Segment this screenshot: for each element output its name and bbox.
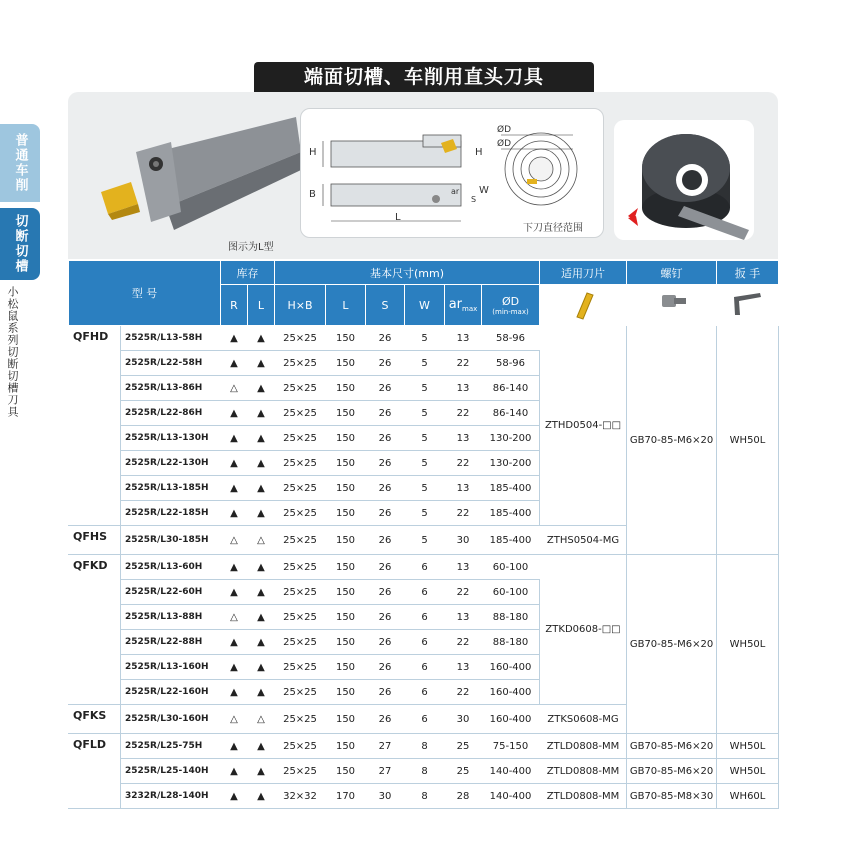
stock-l-cell: ▲ xyxy=(248,759,275,784)
model-cell: 2525R/L13-58H xyxy=(121,326,221,351)
insert-cell: ZTKS0608-MG xyxy=(540,705,627,734)
hb-cell: 25×25 xyxy=(275,426,326,451)
dim-b: B xyxy=(309,189,316,200)
dim-od-min: ØD xyxy=(497,139,512,149)
insert-cell: ZTLD0808-MM xyxy=(540,759,627,784)
cut-diameter-range-label: 下刀直径范围 xyxy=(523,223,583,234)
s-cell: 26 xyxy=(366,476,405,501)
armax-cell: 13 xyxy=(445,426,482,451)
s-cell: 26 xyxy=(366,526,405,555)
table-row xyxy=(69,784,779,809)
stock-l-cell: △ xyxy=(248,705,275,734)
dim-h-left: H xyxy=(309,147,317,158)
w-cell: 5 xyxy=(405,351,445,376)
od-label: ØD xyxy=(501,294,520,308)
s-cell: 26 xyxy=(366,605,405,630)
model-cell: 2525R/L22-88H xyxy=(121,630,221,655)
model-cell: 2525R/L13-160H xyxy=(121,655,221,680)
stock-r-cell: △ xyxy=(221,376,248,401)
table-row xyxy=(69,759,779,784)
w-cell: 5 xyxy=(405,401,445,426)
s-cell: 26 xyxy=(366,680,405,705)
w-cell: 5 xyxy=(405,451,445,476)
hb-cell: 25×25 xyxy=(275,680,326,705)
table-row xyxy=(69,734,779,759)
w-cell: 6 xyxy=(405,580,445,605)
stock-l-cell: ▲ xyxy=(248,426,275,451)
screw-icon xyxy=(652,287,692,321)
w-cell: 5 xyxy=(405,376,445,401)
armax-cell: 13 xyxy=(445,555,482,580)
series-code: QFLD xyxy=(69,734,121,809)
dim-l: L xyxy=(395,212,401,223)
model-cell: 2525R/L30-160H xyxy=(121,705,221,734)
spec-table-body xyxy=(69,326,779,809)
stock-r-cell: △ xyxy=(221,705,248,734)
model-cell: 2525R/L30-185H xyxy=(121,526,221,555)
s-cell: 26 xyxy=(366,426,405,451)
s-cell: 26 xyxy=(366,705,405,734)
wrench-image-cell xyxy=(717,285,779,326)
w-cell: 6 xyxy=(405,680,445,705)
stock-l-cell: ▲ xyxy=(248,580,275,605)
col-insert-header: 适用刀片 xyxy=(540,261,627,285)
hb-cell: 25×25 xyxy=(275,580,326,605)
stock-r-cell: ▲ xyxy=(221,401,248,426)
od-cell: 160-400 xyxy=(482,680,540,705)
armax-cell: 22 xyxy=(445,630,482,655)
series-code: QFHD xyxy=(69,326,121,526)
model-cell: 2525R/L22-86H xyxy=(121,401,221,426)
dimension-diagram xyxy=(300,108,604,238)
stock-r-cell: ▲ xyxy=(221,734,248,759)
length-cell: 150 xyxy=(326,580,366,605)
od-cell: 160-400 xyxy=(482,655,540,680)
wrench-cell: WH50L xyxy=(717,734,779,759)
s-cell: 26 xyxy=(366,376,405,401)
stock-r-cell: ▲ xyxy=(221,426,248,451)
wrench-icon xyxy=(728,287,768,321)
armax-cell: 22 xyxy=(445,351,482,376)
stock-l-cell: ▲ xyxy=(248,326,275,351)
w-cell: 8 xyxy=(405,784,445,809)
stock-l-cell: ▲ xyxy=(248,501,275,526)
length-cell: 150 xyxy=(326,605,366,630)
od-cell: 86-140 xyxy=(482,376,540,401)
col-screw-header: 螺钉 xyxy=(627,261,717,285)
armax-cell: 25 xyxy=(445,759,482,784)
hb-cell: 25×25 xyxy=(275,555,326,580)
image-caption: 图示为L型 xyxy=(228,242,274,253)
od-cell: 130-200 xyxy=(482,451,540,476)
od-cell: 75-150 xyxy=(482,734,540,759)
stock-r-cell: △ xyxy=(221,526,248,555)
insert-cell: ZTHD0504-□□ xyxy=(540,326,627,526)
hb-cell: 25×25 xyxy=(275,401,326,426)
hb-cell: 25×25 xyxy=(275,759,326,784)
dim-od-max: ØD xyxy=(497,125,512,135)
od-cell: 130-200 xyxy=(482,426,540,451)
dimension-drawing xyxy=(301,109,603,237)
wrench-cell: WH50L xyxy=(717,759,779,784)
w-cell: 8 xyxy=(405,759,445,784)
col-stock-header: 库存 xyxy=(221,261,275,285)
hb-cell: 25×25 xyxy=(275,630,326,655)
model-cell: 2525R/L13-86H xyxy=(121,376,221,401)
w-cell: 8 xyxy=(405,734,445,759)
stock-l-cell: ▲ xyxy=(248,401,275,426)
armax-cell: 22 xyxy=(445,451,482,476)
model-cell: 2525R/L22-130H xyxy=(121,451,221,476)
od-cell: 140-400 xyxy=(482,784,540,809)
length-cell: 150 xyxy=(326,526,366,555)
model-cell: 2525R/L22-60H xyxy=(121,580,221,605)
armax-cell: 22 xyxy=(445,580,482,605)
length-cell: 150 xyxy=(326,734,366,759)
w-cell: 6 xyxy=(405,655,445,680)
length-cell: 150 xyxy=(326,476,366,501)
series-code: QFKS xyxy=(69,705,121,734)
model-cell: 2525R/L25-140H xyxy=(121,759,221,784)
od-cell: 185-400 xyxy=(482,501,540,526)
length-cell: 150 xyxy=(326,351,366,376)
ar-label: ar xyxy=(448,296,463,312)
insert-icon xyxy=(563,287,603,321)
hb-cell: 25×25 xyxy=(275,734,326,759)
stock-l-cell: ▲ xyxy=(248,351,275,376)
od-cell: 88-180 xyxy=(482,630,540,655)
sub-s: S xyxy=(366,285,405,326)
sub-armax xyxy=(445,285,482,326)
length-cell: 150 xyxy=(326,655,366,680)
stock-r-cell: ▲ xyxy=(221,630,248,655)
insert-cell: ZTKD0608-□□ xyxy=(540,555,627,705)
length-cell: 150 xyxy=(326,451,366,476)
table-row xyxy=(69,326,779,351)
w-cell: 5 xyxy=(405,426,445,451)
stock-r-cell: ▲ xyxy=(221,326,248,351)
spec-table xyxy=(68,260,779,809)
series-code: QFKD xyxy=(69,555,121,705)
stock-r-cell: ▲ xyxy=(221,680,248,705)
model-cell: 3232R/L28-140H xyxy=(121,784,221,809)
armax-cell: 13 xyxy=(445,476,482,501)
screw-cell: GB70-85-M6×20 xyxy=(627,326,717,555)
s-cell: 26 xyxy=(366,555,405,580)
model-cell: 2525R/L22-185H xyxy=(121,501,221,526)
length-cell: 150 xyxy=(326,630,366,655)
dim-w: W xyxy=(479,185,489,196)
stock-r-cell: ▲ xyxy=(221,759,248,784)
stock-r-cell: ▲ xyxy=(221,451,248,476)
s-cell: 26 xyxy=(366,630,405,655)
stock-l-cell: ▲ xyxy=(248,376,275,401)
od-cell: 140-400 xyxy=(482,759,540,784)
od-cell: 58-96 xyxy=(482,351,540,376)
w-cell: 6 xyxy=(405,555,445,580)
wrench-cell: WH50L xyxy=(717,326,779,555)
model-cell: 2525R/L13-60H xyxy=(121,555,221,580)
length-cell: 150 xyxy=(326,680,366,705)
stock-r-cell: ▲ xyxy=(221,501,248,526)
hb-cell: 25×25 xyxy=(275,451,326,476)
w-cell: 6 xyxy=(405,605,445,630)
col-wrench-header: 扳 手 xyxy=(717,261,779,285)
sub-len: L xyxy=(326,285,366,326)
length-cell: 150 xyxy=(326,705,366,734)
od-cell: 60-100 xyxy=(482,555,540,580)
armax-cell: 13 xyxy=(445,655,482,680)
od-cell: 160-400 xyxy=(482,705,540,734)
side-tab-grooving[interactable]: 切断切槽 xyxy=(0,208,40,280)
screw-cell: GB70-85-M8×30 xyxy=(627,784,717,809)
od-cell: 58-96 xyxy=(482,326,540,351)
ar-max-label: max xyxy=(462,305,478,314)
armax-cell: 13 xyxy=(445,326,482,351)
wrench-cell: WH50L xyxy=(717,555,779,734)
w-cell: 5 xyxy=(405,326,445,351)
table-row xyxy=(69,555,779,580)
sub-hb: H×B xyxy=(275,285,326,326)
od-range-label: (min-max) xyxy=(492,307,529,316)
model-cell: 2525R/L13-185H xyxy=(121,476,221,501)
length-cell: 150 xyxy=(326,426,366,451)
hb-cell: 25×25 xyxy=(275,526,326,555)
hb-cell: 32×32 xyxy=(275,784,326,809)
s-cell: 26 xyxy=(366,501,405,526)
stock-r-cell: △ xyxy=(221,605,248,630)
stock-r-cell: ▲ xyxy=(221,580,248,605)
armax-cell: 13 xyxy=(445,605,482,630)
stock-l-cell: ▲ xyxy=(248,734,275,759)
stock-l-cell: ▲ xyxy=(248,655,275,680)
s-cell: 26 xyxy=(366,655,405,680)
stock-l-cell: ▲ xyxy=(248,605,275,630)
length-cell: 150 xyxy=(326,759,366,784)
hb-cell: 25×25 xyxy=(275,605,326,630)
hb-cell: 25×25 xyxy=(275,501,326,526)
insert-cell: ZTLD0808-MM xyxy=(540,784,627,809)
model-cell: 2525R/L13-88H xyxy=(121,605,221,630)
stock-l-cell: ▲ xyxy=(248,476,275,501)
s-cell: 26 xyxy=(366,326,405,351)
insert-cell: ZTLD0808-MM xyxy=(540,734,627,759)
side-tabs xyxy=(0,124,40,280)
col-dims-header: 基本尺寸(mm) xyxy=(275,261,540,285)
hb-cell: 25×25 xyxy=(275,655,326,680)
s-cell: 27 xyxy=(366,734,405,759)
screw-image-cell xyxy=(627,285,717,326)
length-cell: 170 xyxy=(326,784,366,809)
model-cell: 2525R/L22-58H xyxy=(121,351,221,376)
armax-cell: 22 xyxy=(445,501,482,526)
model-cell: 2525R/L13-130H xyxy=(121,426,221,451)
length-cell: 150 xyxy=(326,501,366,526)
insert-cell: ZTHS0504-MG xyxy=(540,526,627,555)
s-cell: 26 xyxy=(366,580,405,605)
stock-r-cell: ▲ xyxy=(221,784,248,809)
sub-r: R xyxy=(221,285,248,326)
stock-r-cell: ▲ xyxy=(221,476,248,501)
od-cell: 60-100 xyxy=(482,580,540,605)
screw-cell: GB70-85-M6×20 xyxy=(627,734,717,759)
stock-l-cell: △ xyxy=(248,526,275,555)
armax-cell: 25 xyxy=(445,734,482,759)
dim-h-right: H xyxy=(475,147,483,158)
stock-l-cell: ▲ xyxy=(248,451,275,476)
hb-cell: 25×25 xyxy=(275,705,326,734)
length-cell: 150 xyxy=(326,326,366,351)
model-cell: 2525R/L22-160H xyxy=(121,680,221,705)
length-cell: 150 xyxy=(326,376,366,401)
stock-r-cell: ▲ xyxy=(221,555,248,580)
insert-image-cell xyxy=(540,285,627,326)
w-cell: 5 xyxy=(405,501,445,526)
armax-cell: 30 xyxy=(445,705,482,734)
armax-cell: 30 xyxy=(445,526,482,555)
w-cell: 5 xyxy=(405,476,445,501)
series-code: QFHS xyxy=(69,526,121,555)
sub-w: W xyxy=(405,285,445,326)
armax-cell: 13 xyxy=(445,376,482,401)
screw-cell: GB70-85-M6×20 xyxy=(627,759,717,784)
side-tab-turning[interactable]: 普通车削 xyxy=(0,124,40,202)
tool-holder-image xyxy=(96,112,306,242)
stock-r-cell: ▲ xyxy=(221,655,248,680)
stock-l-cell: ▲ xyxy=(248,680,275,705)
stock-l-cell: ▲ xyxy=(248,555,275,580)
wrench-cell: WH60L xyxy=(717,784,779,809)
armax-cell: 22 xyxy=(445,680,482,705)
length-cell: 150 xyxy=(326,401,366,426)
w-cell: 6 xyxy=(405,630,445,655)
w-cell: 5 xyxy=(405,526,445,555)
od-cell: 185-400 xyxy=(482,526,540,555)
series-vertical-text: 小松鼠系列切断切槽刀具 xyxy=(6,286,19,418)
stock-l-cell: ▲ xyxy=(248,630,275,655)
col-model-header: 型 号 xyxy=(69,261,221,326)
hb-cell: 25×25 xyxy=(275,326,326,351)
workpiece-photo xyxy=(614,120,754,240)
s-cell: 26 xyxy=(366,401,405,426)
dim-ar: ar xyxy=(451,187,460,196)
s-cell: 26 xyxy=(366,451,405,476)
hb-cell: 25×25 xyxy=(275,351,326,376)
workpiece-drawing xyxy=(614,120,754,240)
hb-cell: 25×25 xyxy=(275,476,326,501)
armax-cell: 22 xyxy=(445,401,482,426)
od-cell: 88-180 xyxy=(482,605,540,630)
s-cell: 26 xyxy=(366,351,405,376)
screw-cell: GB70-85-M6×20 xyxy=(627,555,717,734)
sub-l: L xyxy=(248,285,275,326)
armax-cell: 28 xyxy=(445,784,482,809)
hb-cell: 25×25 xyxy=(275,376,326,401)
page-title: 端面切槽、车削用直头刀具 xyxy=(254,62,594,92)
od-cell: 185-400 xyxy=(482,476,540,501)
stock-l-cell: ▲ xyxy=(248,784,275,809)
sub-od xyxy=(482,285,540,326)
stock-r-cell: ▲ xyxy=(221,351,248,376)
dim-s: S xyxy=(471,195,477,204)
w-cell: 6 xyxy=(405,705,445,734)
s-cell: 27 xyxy=(366,759,405,784)
model-cell: 2525R/L25-75H xyxy=(121,734,221,759)
s-cell: 30 xyxy=(366,784,405,809)
length-cell: 150 xyxy=(326,555,366,580)
od-cell: 86-140 xyxy=(482,401,540,426)
